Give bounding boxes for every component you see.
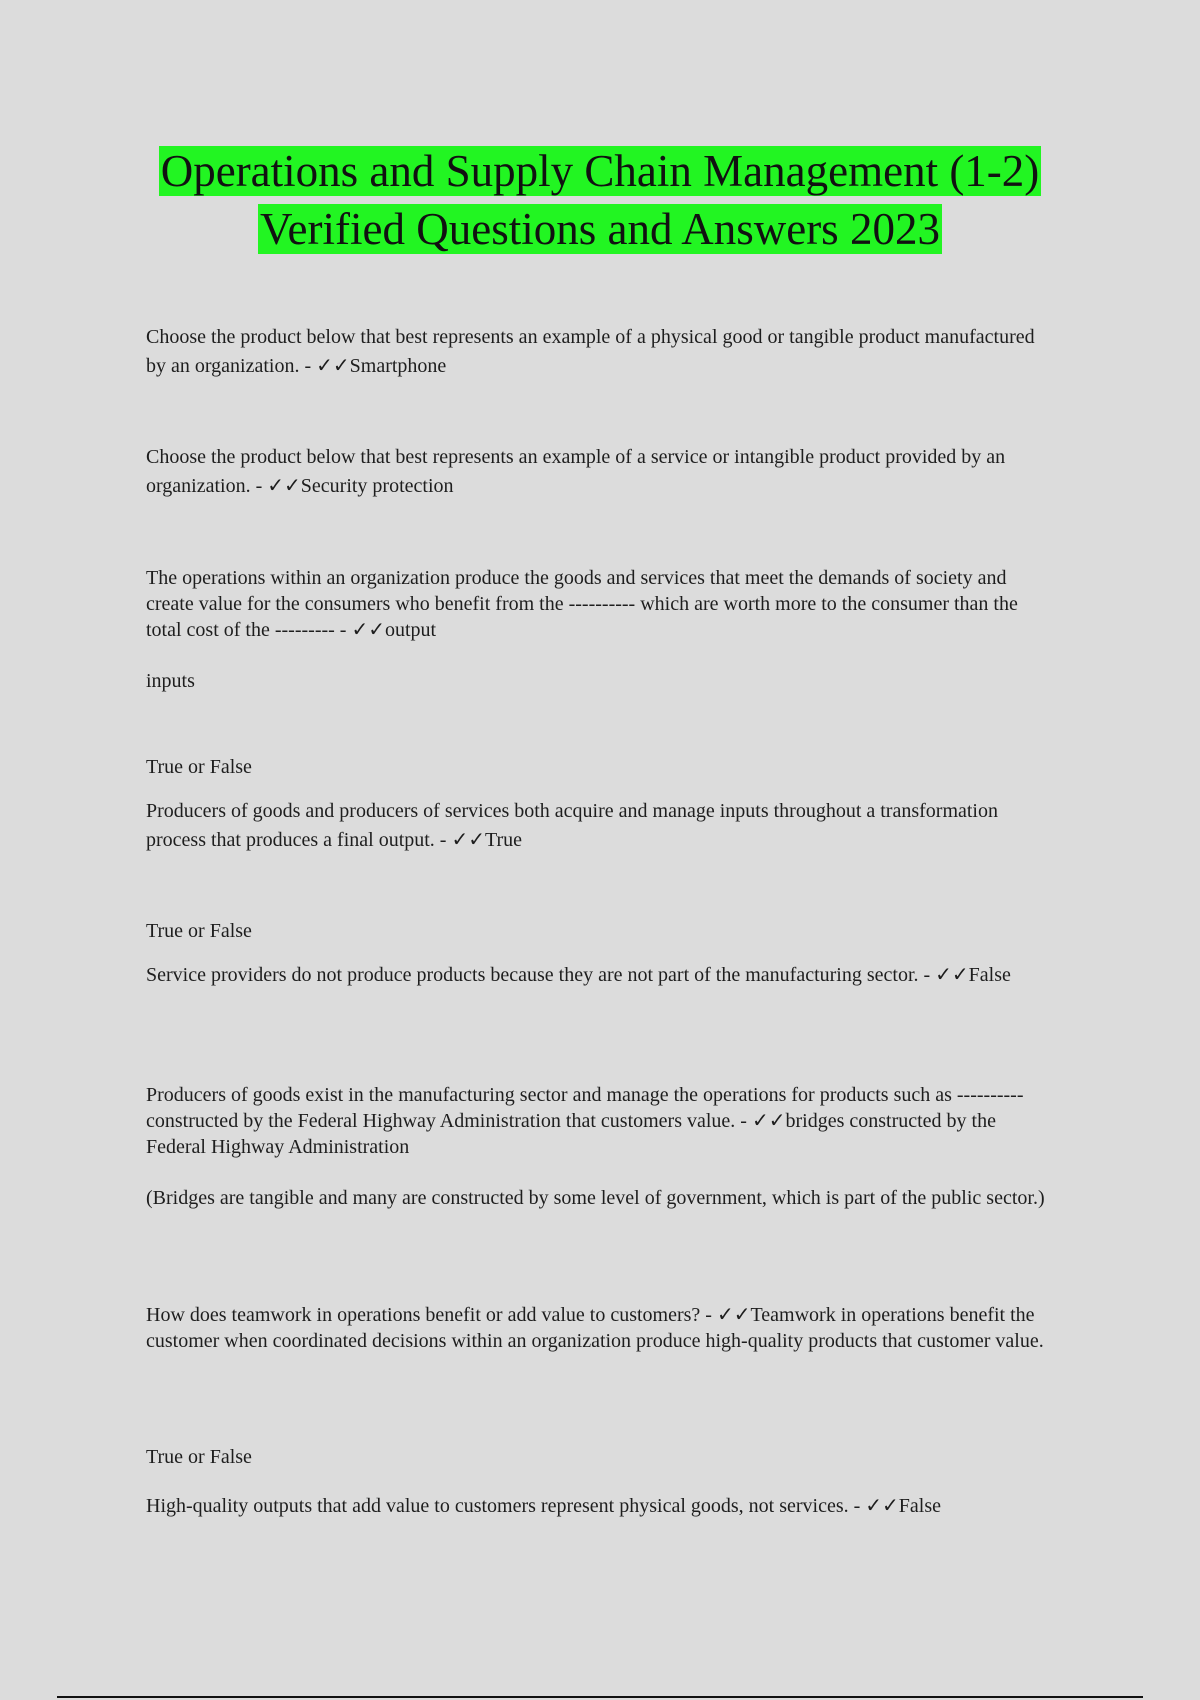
- true-false-label-3: True or False: [146, 1446, 252, 1468]
- qa-item-3-continuation: inputs: [146, 670, 195, 692]
- qa-item-8: High-quality outputs that add value to customers represent physical goods, not services. - ✓✓False: [146, 1495, 942, 1517]
- qa-item-2: Choose the product below that best represents an example of a service or intangible product provided by an organization. - ✓✓Security protection: [146, 446, 1006, 497]
- true-false-label-2: True or False: [146, 920, 252, 942]
- qa-item-4: Producers of goods and producers of services both acquire and manage inputs throughout a transformation process that produces a final output. - ✓✓True: [146, 800, 998, 851]
- qa-item-5: Service providers do not produce products because they are not part of the manufacturing sector. - ✓✓False: [146, 964, 1011, 986]
- true-false-label-1: True or False: [146, 756, 252, 778]
- page-bottom-rule: [57, 1696, 1143, 1698]
- qa-item-6-note: (Bridges are tangible and many are constructed by some level of government, which is part of the public sector.): [146, 1187, 1045, 1209]
- title-highlight: Operations and Supply Chain Management (1-2) Verified Questions and Answers 2023: [160, 146, 1040, 254]
- qa-item-7: How does teamwork in operations benefit or add value to customers? - ✓✓Teamwork in operations benefit the customer when coordinated decisions within an organization produce high-quality products that customer value.: [146, 1304, 1044, 1352]
- qa-item-6: Producers of goods exist in the manufacturing sector and manage the operations for products such as ---------- constructed by the Federal Highway Administration that customers value. - ✓✓bridges constructed by the Federal Highway Administration: [146, 1084, 1024, 1158]
- qa-item-3: The operations within an organization produce the goods and services that meet the demands of society and create value for the consumers who benefit from the ---------- which are worth more to the consumer than the total cost of the --------- - ✓✓output: [146, 567, 1018, 641]
- qa-item-1: Choose the product below that best represents an example of a physical good or tangible product manufactured by an organization. - ✓✓Smartphone: [146, 326, 1035, 377]
- document-title: [140, 142, 1060, 258]
